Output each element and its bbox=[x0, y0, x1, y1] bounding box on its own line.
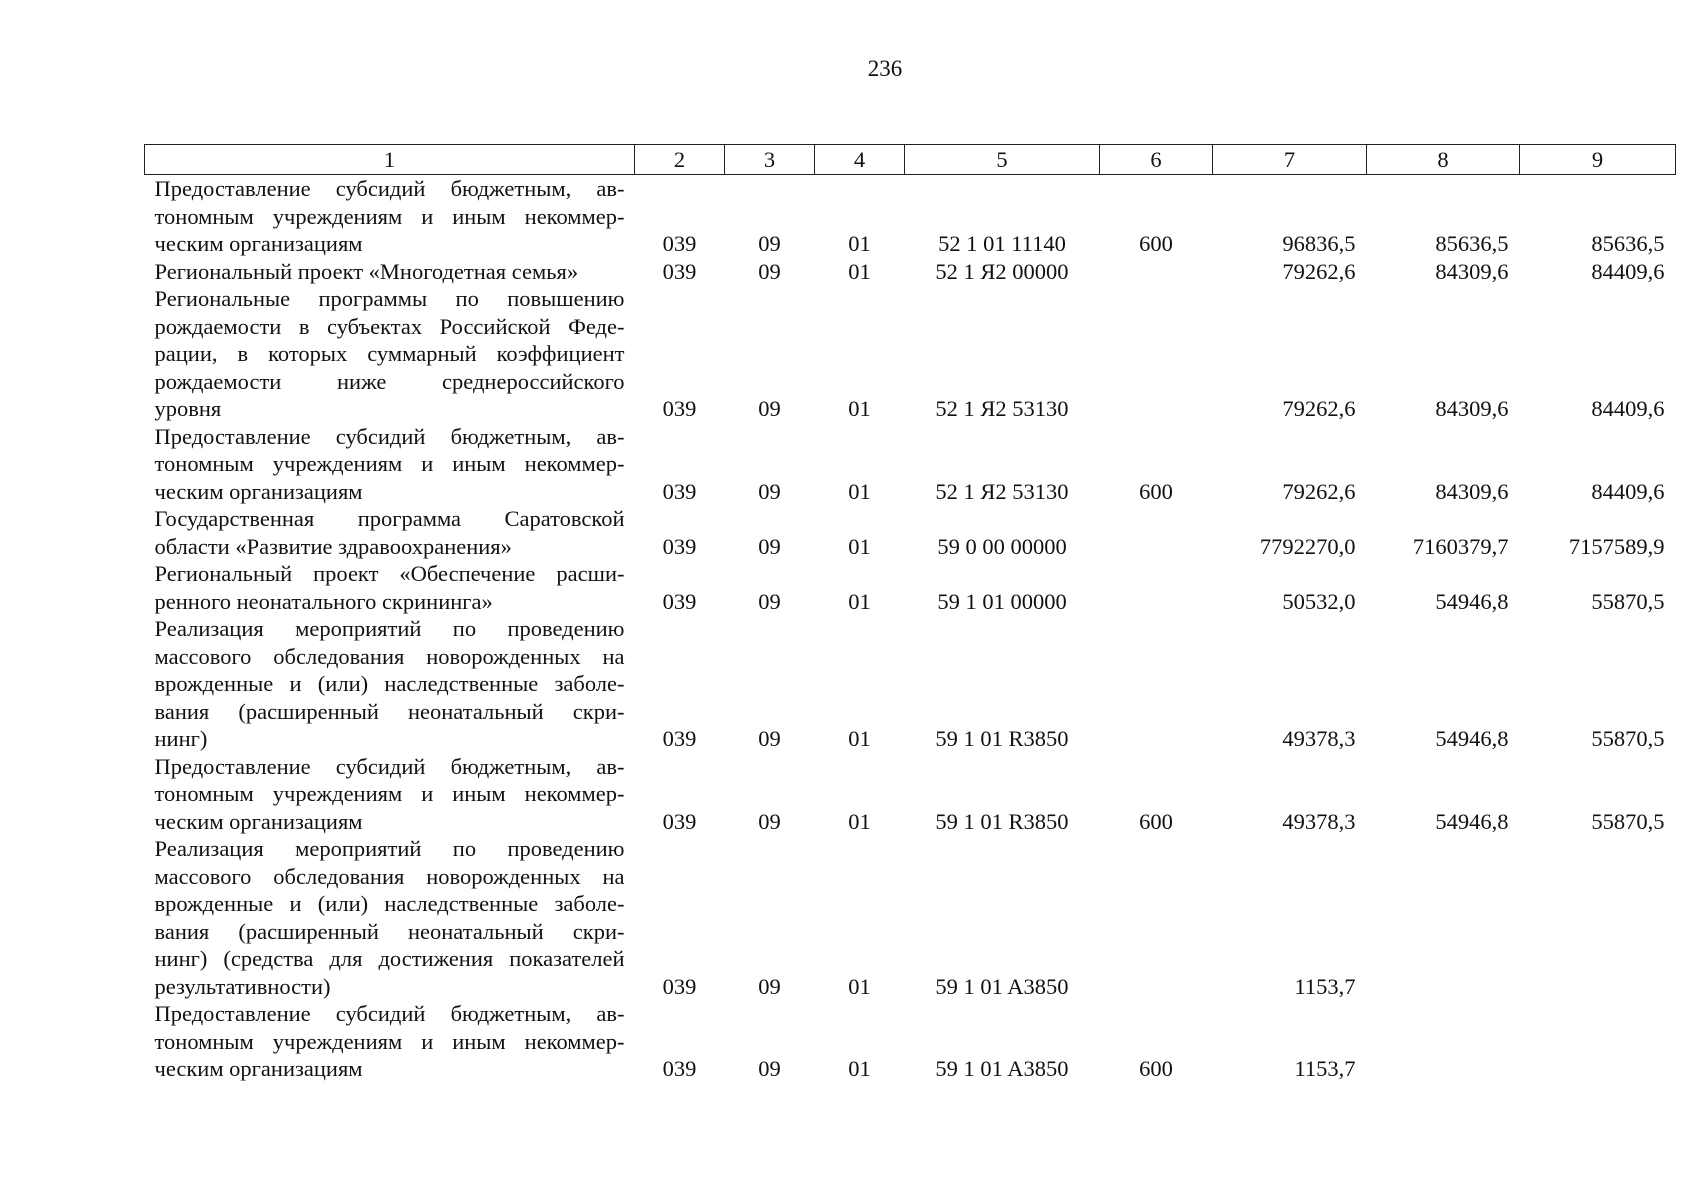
code-cell: 039 bbox=[662, 478, 697, 504]
amount-cell: 85636,5 bbox=[1591, 231, 1665, 256]
row-name-line: ческим организациям bbox=[154, 231, 363, 256]
row-name-line: рождаемости в субъектах Российской Феде- bbox=[154, 313, 625, 339]
target-article-cell: 52 1 Я2 53130 bbox=[935, 478, 1069, 504]
row-name-line: ческим организациям bbox=[154, 808, 363, 834]
column-header: 4 bbox=[815, 145, 905, 175]
amount-cell: 54946,8 bbox=[1435, 808, 1509, 834]
table-row bbox=[145, 560, 1676, 615]
row-name-cell bbox=[145, 175, 635, 258]
row-name-line: Предоставление субсидий бюджетным, ав- bbox=[154, 1001, 625, 1026]
amount-cell bbox=[1520, 835, 1676, 1000]
row-name-line: Региональный проект «Обеспечение расши- bbox=[154, 561, 625, 586]
subsection-cell: 01 bbox=[848, 533, 871, 559]
target-article-cell: 59 1 01 00000 bbox=[937, 588, 1067, 614]
section-cell: 09 bbox=[758, 1056, 781, 1081]
amount-cell: 84309,6 bbox=[1435, 478, 1509, 504]
row-name-cell bbox=[145, 1000, 635, 1083]
table-header-row bbox=[145, 145, 1676, 175]
row-name-cell bbox=[145, 615, 635, 753]
row-name-line: вания (расширенный неонатальный скри- bbox=[154, 698, 625, 724]
row-name-line: врожденные и (или) наследственные заболе- bbox=[154, 891, 625, 916]
row-name-line: тономным учреждениям и иным некоммер- bbox=[154, 451, 625, 476]
row-name-line: результативности) bbox=[154, 973, 331, 999]
page-number: 236 bbox=[867, 56, 903, 81]
column-header: 7 bbox=[1213, 145, 1367, 175]
row-name-cell bbox=[145, 258, 635, 286]
target-article-cell: 59 1 01 R3850 bbox=[935, 726, 1069, 751]
row-name-line: ческим организациям bbox=[154, 1056, 363, 1081]
amount-cell bbox=[1520, 1000, 1676, 1083]
amount-cell: 96836,5 bbox=[1282, 231, 1356, 256]
table-row bbox=[145, 285, 1676, 423]
table-row bbox=[145, 615, 1676, 753]
row-name-line: уровня bbox=[154, 396, 222, 421]
row-name-line: нинг) (средства для достижения показателей bbox=[154, 946, 625, 971]
amount-cell: 55870,5 bbox=[1591, 726, 1665, 751]
section-cell: 09 bbox=[758, 588, 781, 614]
row-name-line: рождаемости ниже среднероссийского bbox=[154, 368, 625, 394]
row-name-cell bbox=[145, 835, 635, 1000]
code-cell: 039 bbox=[662, 396, 697, 421]
column-header: 9 bbox=[1520, 145, 1676, 175]
table-row bbox=[145, 753, 1676, 836]
target-article-cell: 52 1 Я2 00000 bbox=[935, 258, 1069, 284]
code-cell: 039 bbox=[662, 1056, 697, 1081]
row-name-line: Региональный проект «Многодетная семья» bbox=[154, 258, 579, 284]
table-row bbox=[145, 258, 1676, 286]
row-name-line: Предоставление субсидий бюджетным, ав- bbox=[154, 423, 625, 449]
amount-cell bbox=[1367, 1000, 1520, 1083]
table-row bbox=[145, 835, 1676, 1000]
row-name-cell bbox=[145, 753, 635, 836]
subsection-cell: 01 bbox=[848, 231, 871, 256]
table-body bbox=[145, 175, 1676, 1083]
amount-cell: 50532,0 bbox=[1282, 588, 1356, 614]
section-cell: 09 bbox=[758, 396, 781, 421]
expense-type-cell: 600 bbox=[1139, 808, 1173, 834]
amount-cell: 7160379,7 bbox=[1412, 533, 1509, 559]
target-article-cell: 52 1 01 11140 bbox=[938, 231, 1066, 256]
subsection-cell: 01 bbox=[848, 258, 871, 284]
column-header: 8 bbox=[1367, 145, 1520, 175]
subsection-cell: 01 bbox=[848, 1056, 871, 1081]
code-cell: 039 bbox=[662, 231, 697, 256]
section-cell: 09 bbox=[758, 973, 781, 999]
expense-type-cell bbox=[1100, 258, 1213, 286]
amount-cell: 79262,6 bbox=[1282, 258, 1356, 284]
amount-cell: 7792270,0 bbox=[1259, 533, 1356, 559]
code-cell: 039 bbox=[662, 808, 697, 834]
target-article-cell: 59 1 01 R3850 bbox=[935, 808, 1069, 834]
section-cell: 09 bbox=[758, 726, 781, 751]
row-name-cell bbox=[145, 560, 635, 615]
amount-cell: 84409,6 bbox=[1591, 258, 1665, 284]
row-name-line: Реализация мероприятий по проведению bbox=[154, 616, 625, 641]
column-header: 1 bbox=[145, 145, 635, 175]
amount-cell: 49378,3 bbox=[1282, 808, 1356, 834]
section-cell: 09 bbox=[758, 258, 781, 284]
code-cell: 039 bbox=[662, 588, 697, 614]
amount-cell: 49378,3 bbox=[1282, 726, 1356, 751]
row-name-line: рации, в которых суммарный коэффициент bbox=[154, 341, 625, 366]
amount-cell: 7157589,9 bbox=[1568, 533, 1665, 559]
amount-cell: 85636,5 bbox=[1435, 231, 1509, 256]
amount-cell: 1153,7 bbox=[1294, 1056, 1356, 1081]
column-header: 6 bbox=[1100, 145, 1213, 175]
row-name-line: тономным учреждениям и иным некоммер- bbox=[154, 781, 625, 806]
amount-cell: 84409,6 bbox=[1591, 396, 1665, 421]
table-row bbox=[145, 505, 1676, 560]
row-name-line: Предоставление субсидий бюджетным, ав- bbox=[154, 176, 625, 201]
expense-type-cell bbox=[1100, 505, 1213, 560]
expense-type-cell: 600 bbox=[1139, 1056, 1173, 1081]
amount-cell: 79262,6 bbox=[1282, 478, 1356, 504]
amount-cell: 54946,8 bbox=[1435, 588, 1509, 614]
amount-cell: 55870,5 bbox=[1591, 588, 1665, 614]
expense-type-cell bbox=[1100, 285, 1213, 423]
expense-type-cell bbox=[1100, 560, 1213, 615]
row-name-line: Реализация мероприятий по проведению bbox=[154, 836, 625, 861]
subsection-cell: 01 bbox=[848, 973, 871, 999]
expense-type-cell bbox=[1100, 835, 1213, 1000]
amount-cell bbox=[1367, 835, 1520, 1000]
row-name-line: тономным учреждениям и иным некоммер- bbox=[154, 1028, 625, 1054]
target-article-cell: 59 0 00 00000 bbox=[937, 533, 1067, 559]
row-name-line: нинг) bbox=[154, 726, 208, 751]
section-cell: 09 bbox=[758, 231, 781, 256]
row-name-line: ренного неонатального скрининга» bbox=[154, 588, 493, 614]
column-header: 5 bbox=[905, 145, 1100, 175]
target-article-cell: 52 1 Я2 53130 bbox=[935, 396, 1069, 421]
code-cell: 039 bbox=[662, 973, 697, 999]
table-row bbox=[145, 175, 1676, 258]
code-cell: 039 bbox=[662, 726, 697, 751]
section-cell: 09 bbox=[758, 808, 781, 834]
amount-cell: 79262,6 bbox=[1282, 396, 1356, 421]
table-row bbox=[145, 423, 1676, 506]
code-cell: 039 bbox=[662, 258, 697, 284]
section-cell: 09 bbox=[758, 533, 781, 559]
row-name-line: массового обследования новорожденных на bbox=[154, 863, 625, 889]
amount-cell: 84309,6 bbox=[1435, 258, 1509, 284]
amount-cell: 84309,6 bbox=[1435, 396, 1509, 421]
column-header: 3 bbox=[725, 145, 815, 175]
column-header: 2 bbox=[635, 145, 725, 175]
section-cell: 09 bbox=[758, 478, 781, 504]
row-name-cell bbox=[145, 423, 635, 506]
expense-type-cell: 600 bbox=[1139, 478, 1173, 504]
expense-type-cell bbox=[1100, 615, 1213, 753]
target-article-cell: 59 1 01 A3850 bbox=[935, 973, 1069, 999]
subsection-cell: 01 bbox=[848, 478, 871, 504]
row-name-line: ческим организациям bbox=[154, 478, 363, 504]
table-row bbox=[145, 1000, 1676, 1083]
subsection-cell: 01 bbox=[848, 726, 871, 751]
row-name-line: тономным учреждениям и иным некоммер- bbox=[154, 203, 625, 229]
amount-cell: 54946,8 bbox=[1435, 726, 1509, 751]
subsection-cell: 01 bbox=[848, 588, 871, 614]
row-name-line: Региональные программы по повышению bbox=[154, 286, 625, 311]
amount-cell: 1153,7 bbox=[1294, 973, 1356, 999]
row-name-line: Государственная программа Саратовской bbox=[154, 506, 625, 531]
row-name-line: массового обследования новорожденных на bbox=[154, 643, 625, 669]
budget-table bbox=[144, 144, 1676, 1083]
row-name-line: области «Развитие здравоохранения» bbox=[154, 533, 512, 559]
amount-cell: 55870,5 bbox=[1591, 808, 1665, 834]
code-cell: 039 bbox=[662, 533, 697, 559]
row-name-line: врожденные и (или) наследственные заболе- bbox=[154, 671, 625, 696]
row-name-line: вания (расширенный неонатальный скри- bbox=[154, 918, 625, 944]
subsection-cell: 01 bbox=[848, 396, 871, 421]
target-article-cell: 59 1 01 A3850 bbox=[935, 1056, 1069, 1081]
amount-cell: 84409,6 bbox=[1591, 478, 1665, 504]
subsection-cell: 01 bbox=[848, 808, 871, 834]
row-name-line: Предоставление субсидий бюджетным, ав- bbox=[154, 753, 625, 779]
expense-type-cell: 600 bbox=[1139, 231, 1173, 256]
row-name-cell bbox=[145, 505, 635, 560]
row-name-cell bbox=[145, 285, 635, 423]
